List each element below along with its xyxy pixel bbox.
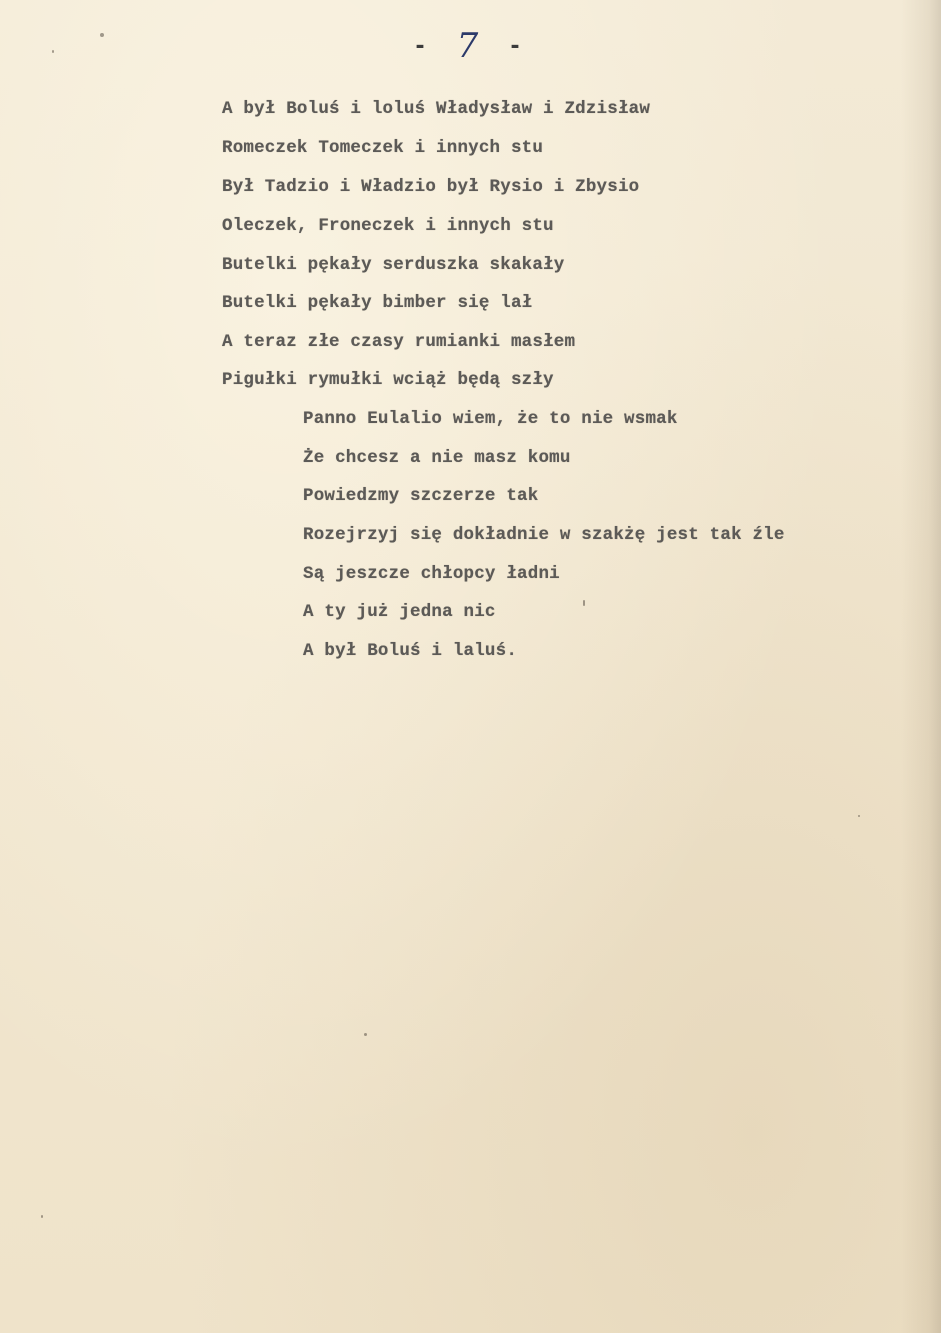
stanza-1-line: A był Boluś i loluś Władysław i Zdzisław — [222, 99, 651, 119]
stanza-2-line: Są jeszcze chłopcy ładni — [303, 564, 560, 584]
stanza-2-line: A był Boluś i laluś. — [303, 641, 518, 661]
stanza-1-line: Był Tadzio i Władzio był Rysio i Zbysio — [222, 177, 640, 197]
paper-speck — [100, 33, 104, 37]
stanza-2-line: A ty już jedna nic — [303, 602, 496, 622]
paper-speck — [583, 600, 585, 606]
page-number-right-dash: - — [508, 34, 528, 59]
stanza-2-line: Panno Eulalio wiem, że to nie wsmak — [303, 409, 678, 429]
paper-speck — [858, 815, 860, 817]
stanza-1-line: A teraz złe czasy rumianki masłem — [222, 332, 576, 352]
stanza-1-line: Oleczek, Froneczek i innych stu — [222, 216, 554, 236]
paper-speck — [52, 50, 54, 53]
page-number-digit: 7 — [456, 26, 485, 66]
stanza-1-line: Butelki pękały serduszka skakały — [222, 255, 565, 275]
stanza-1-line: Butelki pękały bimber się lał — [222, 293, 533, 313]
stanza-2-line: Powiedzmy szczerze tak — [303, 486, 539, 506]
page-number-left-dash: - — [413, 34, 433, 59]
paper-speck — [41, 1215, 43, 1218]
stanza-1-line: Romeczek Tomeczek i innych stu — [222, 138, 544, 158]
stanza-2-line: Rozejrzyj się dokładnie w szakżę jest tak źle — [303, 525, 785, 545]
stanza-1-line: Pigułki rymułki wciąż będą szły — [222, 370, 554, 390]
paper-speck — [364, 1033, 367, 1036]
stanza-2-line: Że chcesz a nie masz komu — [303, 448, 571, 468]
